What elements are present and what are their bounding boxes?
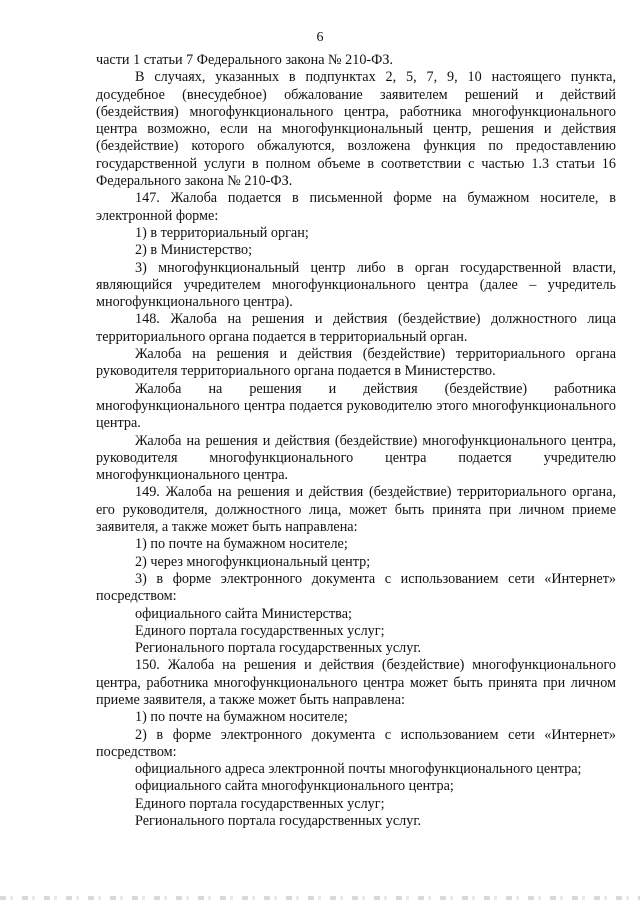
paragraph: 147. Жалоба подается в письменной форме на бумажном носителе, в электронной форме: — [96, 190, 616, 224]
sub-list-item: Регионального портала государственных услуг. — [135, 640, 422, 657]
sub-list-item: Единого портала государственных услуг; — [135, 622, 385, 639]
paragraph: Жалоба на решения и действия (бездействие) работника многофункционального центра подается руководителю этого многофункционального центра. — [96, 380, 616, 432]
paragraph: Жалоба на решения и действия (бездействие) многофункционального центра, руководителя многофункционального центра подается учредителю многофункционального центра. — [96, 432, 616, 484]
scan-artifact-strip — [0, 896, 640, 900]
list-item: 1) в территориальный орган; — [135, 224, 309, 241]
list-item: 1) по почте на бумажном носителе; — [135, 536, 348, 553]
paragraph: В случаях, указанных в подпунктах 2, 5, 7, 9, 10 настоящего пункта, досудебное (внесудебное) обжалование заявителем решений и действий (бездействия) многофункционального центра, работника многофункционального центра возможно, если на многофункциональный центр, решения и действия (бездействие) которого обжалуются, возложена функция по предоставлению государственной услуги в полном объеме в соответствии с частью 1.3 статьи 16 Федерального закона № 210-ФЗ. — [96, 69, 616, 190]
page-number: 6 — [316, 30, 324, 45]
paragraph: Жалоба на решения и действия (бездействие) территориального органа руководителя территориального органа подается в Министерство. — [96, 346, 616, 380]
sub-list-item: Регионального портала государственных услуг. — [135, 813, 422, 830]
paragraph: 149. Жалоба на решения и действия (бездействие) территориального органа, его руководителя, должностного лица, может быть принята при личном приеме заявителя, а также может быть направлена: — [96, 484, 616, 536]
list-item: 2) в форме электронного документа с использованием сети «Интернет» посредством: — [96, 726, 616, 760]
paragraph: части 1 статьи 7 Федерального закона № 210-ФЗ. — [96, 52, 394, 68]
list-item: 3) в форме электронного документа с использованием сети «Интернет» посредством: — [96, 570, 616, 605]
list-item: 2) через многофункциональный центр; — [135, 553, 371, 570]
document-body — [96, 52, 616, 830]
sub-list-item: Единого портала государственных услуг; — [135, 795, 385, 812]
paragraph: 148. Жалоба на решения и действия (бездействие) должностного лица территориального органа подается в территориальный орган. — [96, 311, 616, 345]
sub-list-item: официального адреса электронной почты многофункционального центра; — [135, 761, 582, 778]
list-item: 2) в Министерство; — [135, 242, 253, 259]
paragraph: 150. Жалоба на решения и действия (бездействие) многофункционального центра, работника многофункционального центра может быть принята при личном приеме заявителя, а также может быть направлена: — [96, 657, 616, 708]
list-item: 1) по почте на бумажном носителе; — [135, 709, 348, 726]
sub-list-item: официального сайта многофункционального центра; — [135, 778, 454, 795]
sub-list-item: официального сайта Министерства; — [135, 605, 352, 622]
list-item: 3) многофункциональный центр либо в орган государственной власти, являющийся учредителем многофункционального центра (далее – учредитель многофункционального центра). — [96, 259, 616, 311]
